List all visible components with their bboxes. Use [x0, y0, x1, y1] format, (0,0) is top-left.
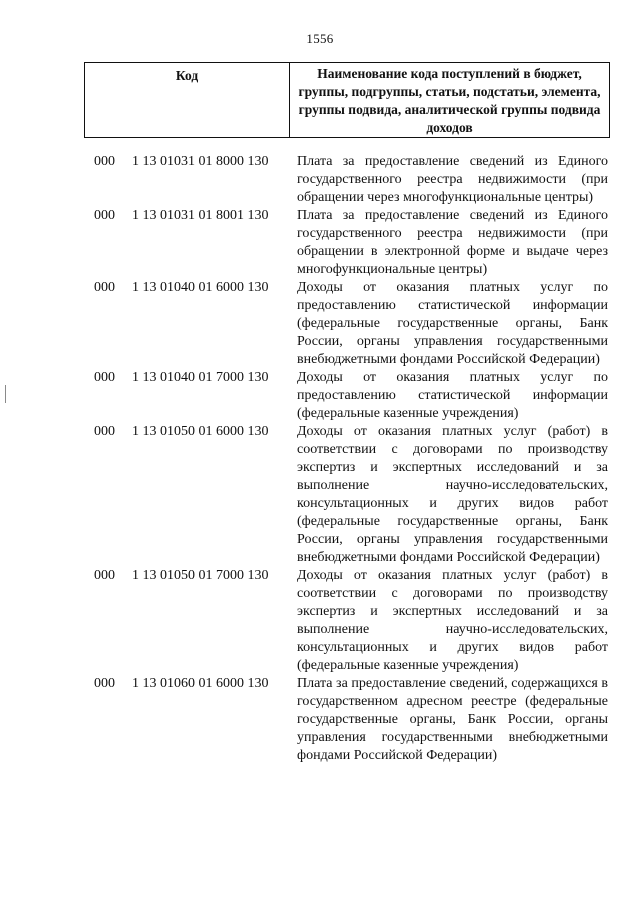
header-table	[84, 62, 610, 138]
budget-code: 1 13 01040 01 6000 130	[132, 280, 269, 295]
budget-code: 1 13 01050 01 6000 130	[132, 424, 269, 439]
entry-description: Доходы от оказания платных услуг по предоставлению статистической информации (федеральные казенные учреждения)	[297, 370, 608, 421]
list-item	[94, 207, 614, 279]
entry-description: Плата за предоставление сведений из Единого государственного реестра недвижимости (при обращении через многофункциональные центры)	[297, 154, 608, 205]
admin-code: 000	[94, 370, 115, 385]
admin-code: 000	[94, 424, 115, 439]
header-name-label: Наименование кода поступлений в бюджет, группы, подгруппы, статьи, подстатьи, элемента, группы подвида, аналитической группы подвида доходов	[290, 63, 610, 138]
entry-description: Плата за предоставление сведений из Единого государственного реестра недвижимости (при обращении в электронной форме и выдаче через многофункциональные центры)	[297, 208, 608, 277]
admin-code: 000	[94, 568, 115, 583]
entries-list	[94, 153, 614, 765]
budget-code: 1 13 01040 01 7000 130	[132, 370, 269, 385]
entry-description: Доходы от оказания платных услуг (работ) в соответствии с договорами по производству экспертиз и экспертных исследований и за выполнение научно-исследовательских, консультационных и других видов работ (федеральные казенные учреждения)	[297, 568, 608, 673]
page-number: 1556	[306, 31, 334, 46]
budget-code: 1 13 01050 01 7000 130	[132, 568, 269, 583]
list-item	[94, 423, 614, 567]
admin-code: 000	[94, 676, 115, 691]
list-item	[94, 279, 614, 369]
entry-description: Доходы от оказания платных услуг по предоставлению статистической информации (федеральные государственные органы, Банк России, органы управления государственными внебюджетными фондами Российской Федерации)	[297, 280, 608, 367]
budget-code: 1 13 01031 01 8001 130	[132, 208, 269, 223]
entry-description: Доходы от оказания платных услуг (работ) в соответствии с договорами по производству экспертиз и экспертных исследований и за выполнение научно-исследовательских, консультационных и других видов работ (федеральные государственные органы, Банк России, органы управления государственными внебюджетными фондами Российской Федерации)	[297, 424, 608, 565]
header-code-label: Код	[85, 63, 290, 138]
budget-code: 1 13 01031 01 8000 130	[132, 154, 269, 169]
list-item	[94, 369, 614, 423]
admin-code: 000	[94, 208, 115, 223]
admin-code: 000	[94, 154, 115, 169]
list-item	[94, 153, 614, 207]
list-item	[94, 567, 614, 675]
entry-description: Плата за предоставление сведений, содержащихся в государственном адресном реестре (федеральные государственные органы, Банк России, органы управления государственными внебюджетными фондами Российской Федерации)	[297, 676, 608, 763]
list-item	[94, 675, 614, 765]
scan-artifact-line	[5, 385, 6, 403]
admin-code: 000	[94, 280, 115, 295]
budget-code: 1 13 01060 01 6000 130	[132, 676, 269, 691]
